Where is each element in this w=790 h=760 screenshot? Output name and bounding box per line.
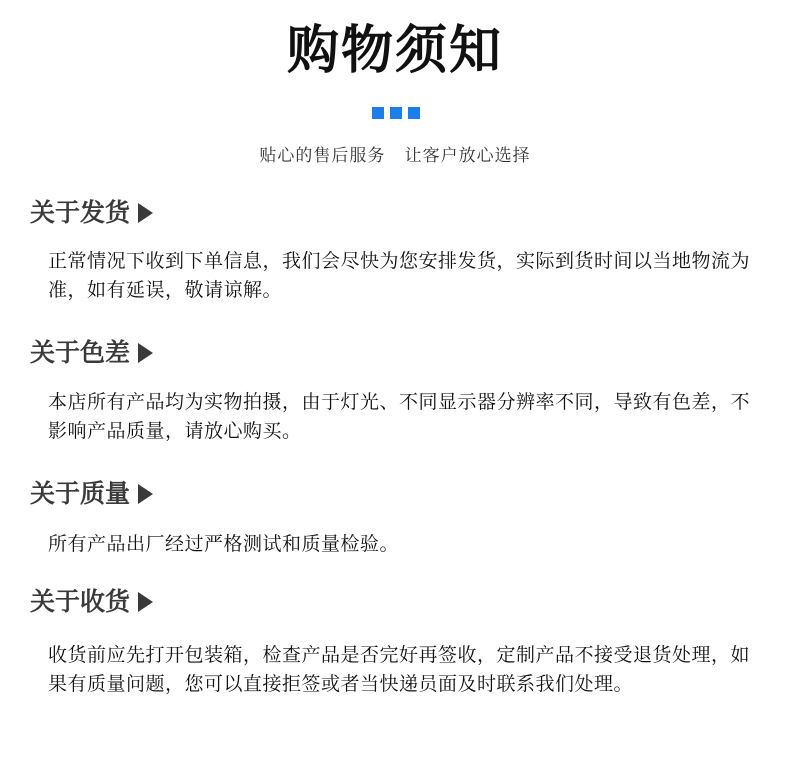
section-body-quality: 所有产品出厂经过严格测试和质量检验。 — [48, 533, 400, 555]
section-body-receiving: 收货前应先打开包装箱，检查产品是否完好再签收，定制产品不接受退货处理，如果有质量问题，您可以直接拒签或者当快递员面及时联系我们处理。 — [48, 644, 751, 695]
section-body-shipping: 正常情况下收到下单信息，我们会尽快为您安排发货，实际到货时间以当地物流为准，如有延误，敬请谅解。 — [48, 250, 751, 301]
play-arrow-icon — [138, 343, 153, 363]
dot-2 — [390, 107, 402, 119]
section-heading-shipping — [30, 196, 153, 230]
play-arrow-icon — [138, 484, 153, 504]
section-body-color: 本店所有产品均为实物拍摄，由于灯光、不同显示器分辨率不同，导致有色差，不影响产品质量，请放心购买。 — [48, 391, 751, 442]
section-heading-receiving — [30, 585, 153, 619]
section-heading-quality — [30, 477, 153, 511]
play-arrow-icon — [138, 203, 153, 223]
section-heading-label: 关于质量 — [30, 479, 131, 508]
page-title: 购物须知 — [286, 21, 503, 81]
decorative-dots — [372, 107, 420, 119]
section-heading-label: 关于发货 — [30, 198, 131, 227]
dot-3 — [408, 107, 420, 119]
dot-1 — [372, 107, 384, 119]
section-heading-color — [30, 336, 153, 370]
section-heading-label: 关于收货 — [30, 587, 131, 616]
page-subtitle: 贴心的售后服务 让客户放心选择 — [259, 146, 531, 166]
section-heading-label: 关于色差 — [30, 338, 131, 367]
play-arrow-icon — [138, 592, 153, 612]
